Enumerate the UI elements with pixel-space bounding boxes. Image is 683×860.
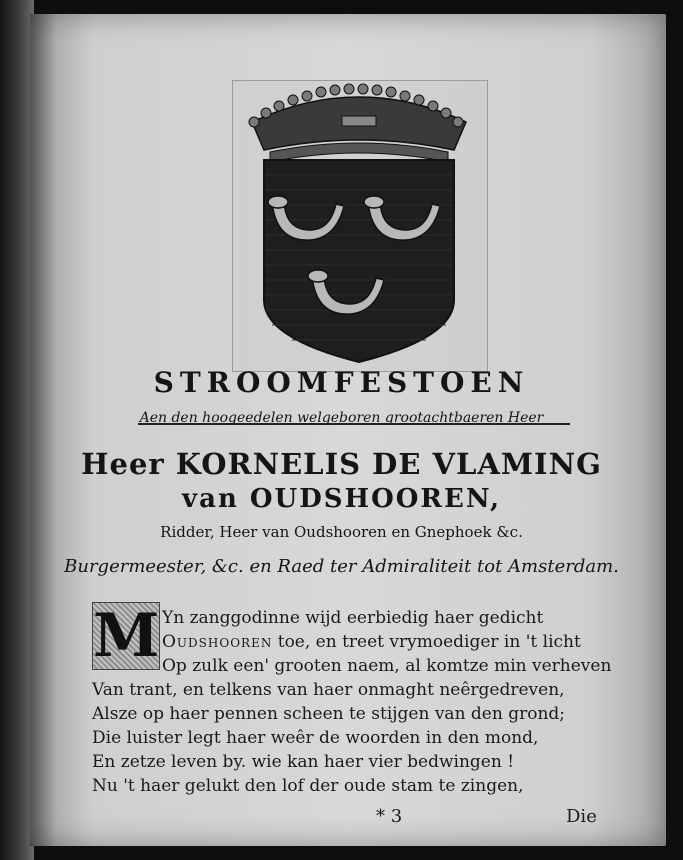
dedicatee-titles: Ridder, Heer van Oudshooren en Gnephoek &c. <box>160 523 523 541</box>
poem-line: Alsze op haer pennen scheen te stijgen van den grond; <box>92 704 566 724</box>
initial-letter: M <box>93 601 160 671</box>
poem-line: Van trant, en telkens van haer onmaght neêrgedreven, <box>92 680 565 700</box>
decorated-initial <box>92 602 160 670</box>
poem-line: Oudshooren toe, en treet vrymoediger in 't licht <box>162 632 581 652</box>
crown-image <box>249 84 466 162</box>
page-title: STROOMFESTOEN <box>153 366 530 399</box>
poem-line: Die luister legt haer weêr de woorden in den mond, <box>92 728 539 748</box>
book-spine-edge <box>0 0 34 860</box>
poem-line: Op zulk een' grooten naem, al komtze min verheven <box>162 656 612 676</box>
coat-of-arms-crest-image <box>232 80 486 370</box>
dedicatee-name: Heer KORNELIS DE VLAMING <box>81 447 602 481</box>
dedication-line: Aen den hoogeedelen welgeboren grootachtbaeren Heer <box>139 410 544 426</box>
poem-line: Yn zanggodinne wijd eerbiedig haer gedicht <box>162 608 544 628</box>
dedicatee-office: Burgermeester, &c. en Raed ter Admiraliteit tot Amsterdam. <box>64 556 619 577</box>
signature-mark: * 3 <box>376 806 403 827</box>
shield-image <box>264 160 454 362</box>
poem-line: En zetze leven by. wie kan haer vier bedwingen ! <box>92 752 515 772</box>
dedicatee-seat: van OUDSHOOREN, <box>182 484 501 514</box>
gutter-shadow <box>30 14 56 846</box>
poem-line: Nu 't haer gelukt den lof der oude stam te zingen, <box>92 776 524 796</box>
catchword: Die <box>566 806 597 827</box>
